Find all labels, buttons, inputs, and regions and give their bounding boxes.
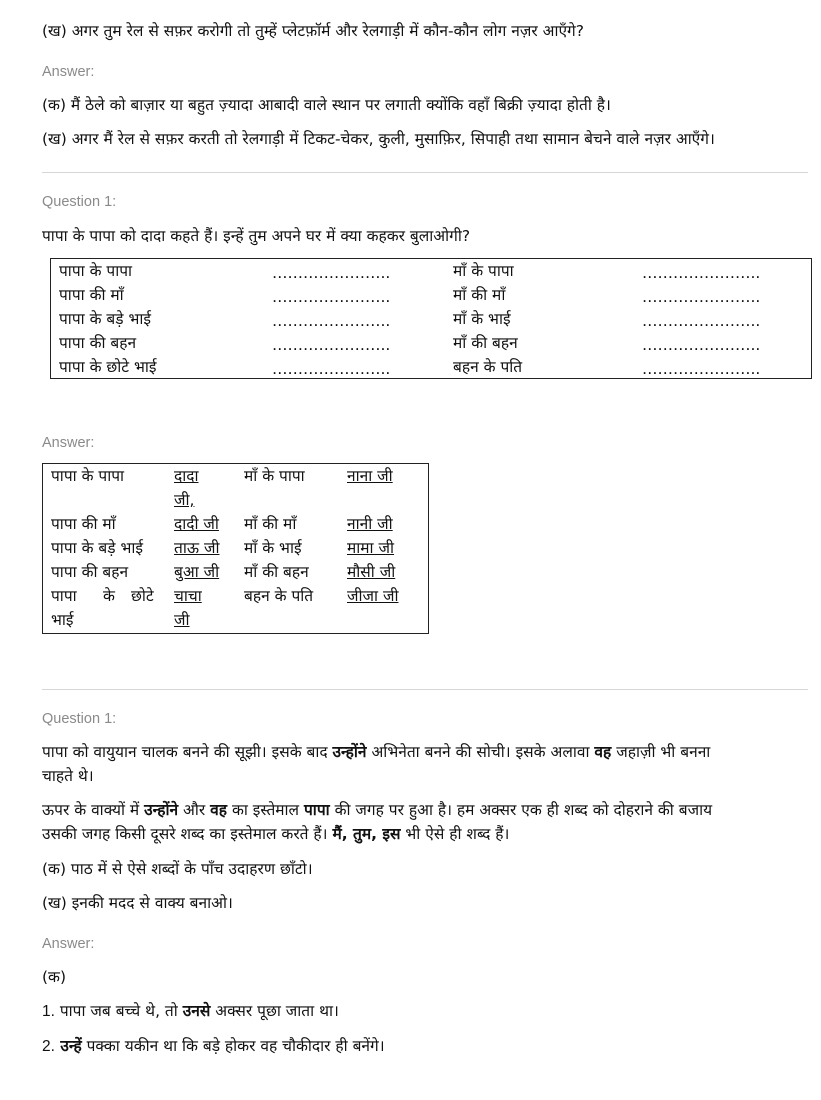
bold-text: उन्हें bbox=[54, 1037, 82, 1055]
answer-line-kh: (ख) अगर मैं रेल से सफ़र करती तो रेलगाड़ी में टिकट-चेकर, कुली, मुसाफ़िर, सिपाही तथा सामान बेचने वाले नज़र आएँगे। bbox=[42, 130, 715, 148]
text-run: अक्सर पूछा जाता था। bbox=[210, 1002, 339, 1020]
text-run: भी ऐसे ही शब्द हैं। bbox=[400, 825, 510, 843]
answer-cell: मामा जी bbox=[347, 539, 395, 557]
table-cell: बहन के पति bbox=[453, 358, 523, 376]
table-cell: माँ की माँ bbox=[453, 286, 506, 304]
answer-cell: मौसी जी bbox=[347, 563, 396, 581]
text-run: पापा जब बच्चे थे, तो bbox=[54, 1002, 183, 1020]
bold-text: मैं, तुम, इस bbox=[332, 825, 401, 843]
blank-dots: ………………….. bbox=[272, 360, 391, 378]
question-paragraph-1-cont: चाहते थे। bbox=[42, 767, 94, 785]
answer-label: Answer: bbox=[42, 64, 95, 80]
answer-part-k: (क) bbox=[42, 968, 66, 986]
text-run: उसकी जगह किसी दूसरे शब्द का इस्तेमाल करते हैं। bbox=[42, 825, 333, 843]
table-cell: पापा के पापा bbox=[59, 262, 133, 280]
section-divider bbox=[42, 172, 808, 173]
table-cell: भाई bbox=[51, 611, 74, 629]
question-label: Question 1: bbox=[42, 711, 117, 727]
table-cell: के bbox=[103, 587, 115, 605]
answer-cell: चाचा bbox=[174, 587, 202, 605]
table-cell: माँ की बहन bbox=[453, 334, 518, 352]
table-cell: पापा की माँ bbox=[51, 515, 116, 533]
blank-dots: ………………….. bbox=[642, 336, 761, 354]
question-part-kh: (ख) इनकी मदद से वाक्य बनाओ। bbox=[42, 894, 233, 912]
answer-cell: जीजा जी bbox=[347, 587, 399, 605]
bold-text: वह bbox=[594, 743, 612, 761]
blank-dots: ………………….. bbox=[642, 360, 761, 378]
blank-dots: ………………….. bbox=[642, 264, 761, 282]
table-cell: पापा bbox=[51, 587, 77, 605]
text-run: पक्का यकीन था कि बड़े होकर वह चौकीदार ही बनेंगे। bbox=[81, 1037, 385, 1055]
answer-example-1 bbox=[42, 999, 339, 1024]
blank-dots: ………………….. bbox=[272, 264, 391, 282]
bold-text: पापा bbox=[304, 801, 330, 819]
table-cell: पापा की बहन bbox=[59, 334, 137, 352]
blank-dots: ………………….. bbox=[642, 288, 761, 306]
answer-cell: नानी जी bbox=[347, 515, 393, 533]
bold-text: वह bbox=[210, 801, 228, 819]
blank-dots: ………………….. bbox=[642, 312, 761, 330]
text-run: अभिनेता बनने की सोची। इसके अलावा bbox=[366, 743, 595, 761]
question-label: Question 1: bbox=[42, 194, 117, 210]
bold-text: उनसे bbox=[182, 1002, 211, 1020]
table-cell: पापा के छोटे भाई bbox=[59, 358, 157, 376]
answer-cell: नाना जी bbox=[347, 467, 393, 485]
bold-text: उन्होंने bbox=[332, 743, 367, 761]
table-cell: माँ के भाई bbox=[453, 310, 511, 328]
text-run: की जगह पर हुआ है। हम अक्सर एक ही शब्द को दोहराने की बजाय bbox=[329, 801, 713, 819]
bold-text: उन्होंने bbox=[144, 801, 179, 819]
text-run: और bbox=[178, 801, 211, 819]
table-cell: माँ की बहन bbox=[244, 563, 309, 581]
table-cell: पापा के बड़े भाई bbox=[59, 310, 151, 328]
table-cell: पापा की बहन bbox=[51, 563, 129, 581]
answer-line-k: (क) मैं ठेले को बाज़ार या बहुत ज़्यादा आबादी वाले स्थान पर लगाती क्योंकि वहाँ बिक्री ज़्यादा होती है। bbox=[42, 96, 611, 114]
question-paragraph-2-cont bbox=[42, 822, 509, 846]
answer-label: Answer: bbox=[42, 435, 95, 451]
text-run: ऊपर के वाक्यों में bbox=[42, 801, 145, 819]
answer-cell: दादा bbox=[174, 467, 199, 485]
table-cell: माँ के पापा bbox=[453, 262, 514, 280]
answer-cell: बुआ जी bbox=[174, 563, 220, 581]
question-paragraph-1 bbox=[42, 740, 710, 764]
answer-cell: ताऊ जी bbox=[174, 539, 220, 557]
question-text: पापा के पापा को दादा कहते हैं। इन्हें तुम अपने घर में क्या कहकर बुलाओगी? bbox=[42, 227, 471, 245]
table-cell: बहन के पति bbox=[244, 587, 314, 605]
table-cell: पापा के पापा bbox=[51, 467, 125, 485]
section-divider bbox=[42, 689, 808, 690]
table-cell: माँ के भाई bbox=[244, 539, 302, 557]
list-number: 2. bbox=[42, 1038, 55, 1055]
answer-cell: दादी जी bbox=[174, 515, 219, 533]
text-run: पापा को वायुयान चालक बनने की सूझी। इसके बाद bbox=[42, 743, 333, 761]
text-run: जहाज़ी भी बनना bbox=[611, 743, 711, 761]
table-cell: छोटे bbox=[131, 587, 154, 605]
list-number: 1. bbox=[42, 1003, 55, 1020]
answer-example-2 bbox=[42, 1034, 385, 1059]
text-run: का इस्तेमाल bbox=[227, 801, 304, 819]
question-part-k: (क) पाठ में से ऐसे शब्दों के पाँच उदाहरण छाँटो। bbox=[42, 860, 313, 878]
intro-question: (ख) अगर तुम रेल से सफ़र करोगी तो तुम्हें प्लेटफ़ॉर्म और रेलगाड़ी में कौन-कौन लोग नज़र आएँगे? bbox=[42, 22, 584, 40]
relations-answer-table bbox=[42, 463, 429, 634]
question-paragraph-2 bbox=[42, 798, 712, 822]
blank-dots: ………………….. bbox=[272, 336, 391, 354]
table-cell: माँ के पापा bbox=[244, 467, 305, 485]
answer-cell: जी, bbox=[174, 491, 195, 509]
blank-dots: ………………….. bbox=[272, 312, 391, 330]
answer-label: Answer: bbox=[42, 936, 95, 952]
relations-question-table bbox=[50, 258, 812, 379]
table-cell: पापा के बड़े भाई bbox=[51, 539, 143, 557]
table-cell: माँ की माँ bbox=[244, 515, 297, 533]
blank-dots: ………………….. bbox=[272, 288, 391, 306]
table-cell: पापा की माँ bbox=[59, 286, 124, 304]
answer-cell: जी bbox=[174, 611, 190, 629]
